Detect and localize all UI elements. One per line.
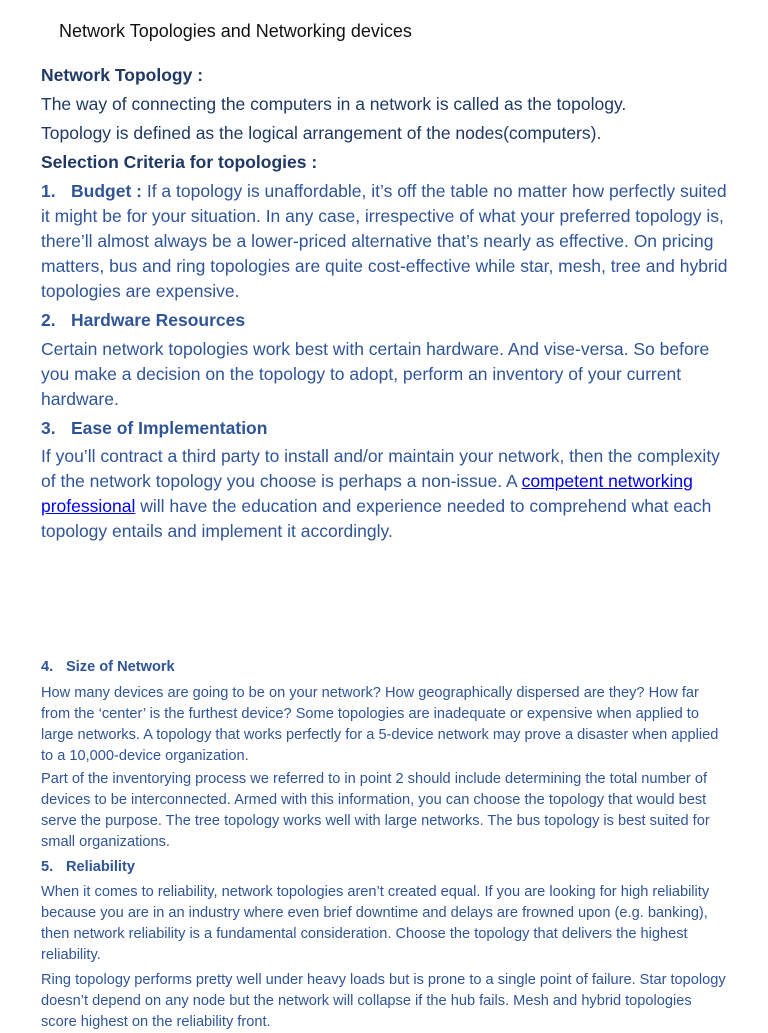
topology-definition-line-1: The way of connecting the computers in a network is called as the topology. bbox=[41, 94, 627, 114]
point-ease-text bbox=[41, 444, 731, 544]
point-reliability-paragraph-2: Ring topology performs pretty well under heavy loads but is prone to a single point of failure. Star topology doesn’t depend on any node but the network will collapse if the hub fails. Mesh and hybrid topologies score highest on the reliability front. bbox=[41, 972, 726, 1030]
network-topology-heading: Network Topology : bbox=[41, 65, 204, 85]
point-ease-heading bbox=[41, 416, 731, 441]
point-number: 2. bbox=[41, 310, 56, 330]
point-label: Reliability bbox=[66, 859, 135, 875]
point-number: 4. bbox=[41, 659, 54, 675]
point-budget bbox=[41, 179, 731, 304]
point-text: If a topology is unaffordable, it’s off the table no matter how perfectly suited it might be for your situation. In any case, irrespective of what your preferred topology is, there’ll almost always be a lower-priced alternative that’s nearly as effective. On pricing matters, bus and ring topologies are quite cost-effective while star, mesh, tree and hybrid topologies are expensive. bbox=[41, 181, 728, 301]
competent-professional-link[interactable]: competent networking professional bbox=[41, 471, 693, 516]
point-number: 3. bbox=[41, 418, 56, 438]
point-hardware-text: Certain network topologies work best with certain hardware. And vise-versa. So before you make a decision on the topology to adopt, perform an inventory of your current hardware. bbox=[41, 339, 710, 409]
document-title: Network Topologies and Networking devices bbox=[59, 21, 412, 41]
point-label: Budget : bbox=[71, 181, 142, 201]
point-label: Size of Network bbox=[66, 659, 175, 675]
point-size-heading bbox=[41, 657, 731, 678]
ease-text-after: will have the education and experience needed to comprehend what each topology entails and implement it accordingly. bbox=[41, 496, 712, 541]
topology-definition-line-2: Topology is defined as the logical arrangement of the nodes(computers). bbox=[41, 123, 602, 143]
point-number: 5. bbox=[41, 859, 54, 875]
selection-criteria-heading: Selection Criteria for topologies : bbox=[41, 152, 318, 172]
point-number: 1. bbox=[41, 181, 56, 201]
point-size-paragraph-2: Part of the inventorying process we referred to in point 2 should include determining the total number of devices to be interconnected. Armed with this information, you can choose the topology that would best serve the purpose. The tree topology works well with large networks. The bus topology is best suited for small organizations. bbox=[41, 771, 710, 850]
point-hardware-heading bbox=[41, 308, 731, 333]
point-label: Ease of Implementation bbox=[71, 418, 268, 438]
point-size-paragraph-1: How many devices are going to be on your network? How geographically dispersed are they? How far from the ‘center’ is the furthest device? Some topologies are inadequate or expensive when applied to large networks. A topology that works perfectly for a 5-device network may prove a disaster when applied to a 10,000-device organization. bbox=[41, 685, 719, 764]
point-reliability-heading bbox=[41, 857, 731, 878]
ease-text-before: If you’ll contract a third party to install and/or maintain your network, then the complexity of the network topology you choose is perhaps a non-issue. A bbox=[41, 446, 720, 491]
point-reliability-paragraph-1: When it comes to reliability, network topologies aren’t created equal. If you are looking for high reliability because you are in an industry where even brief downtime and delays are frowned upon (e.g. banking), then network reliability is a fundamental consideration. Choose the topology that delivers the highest reliability. bbox=[41, 884, 710, 963]
point-label: Hardware Resources bbox=[71, 310, 246, 330]
